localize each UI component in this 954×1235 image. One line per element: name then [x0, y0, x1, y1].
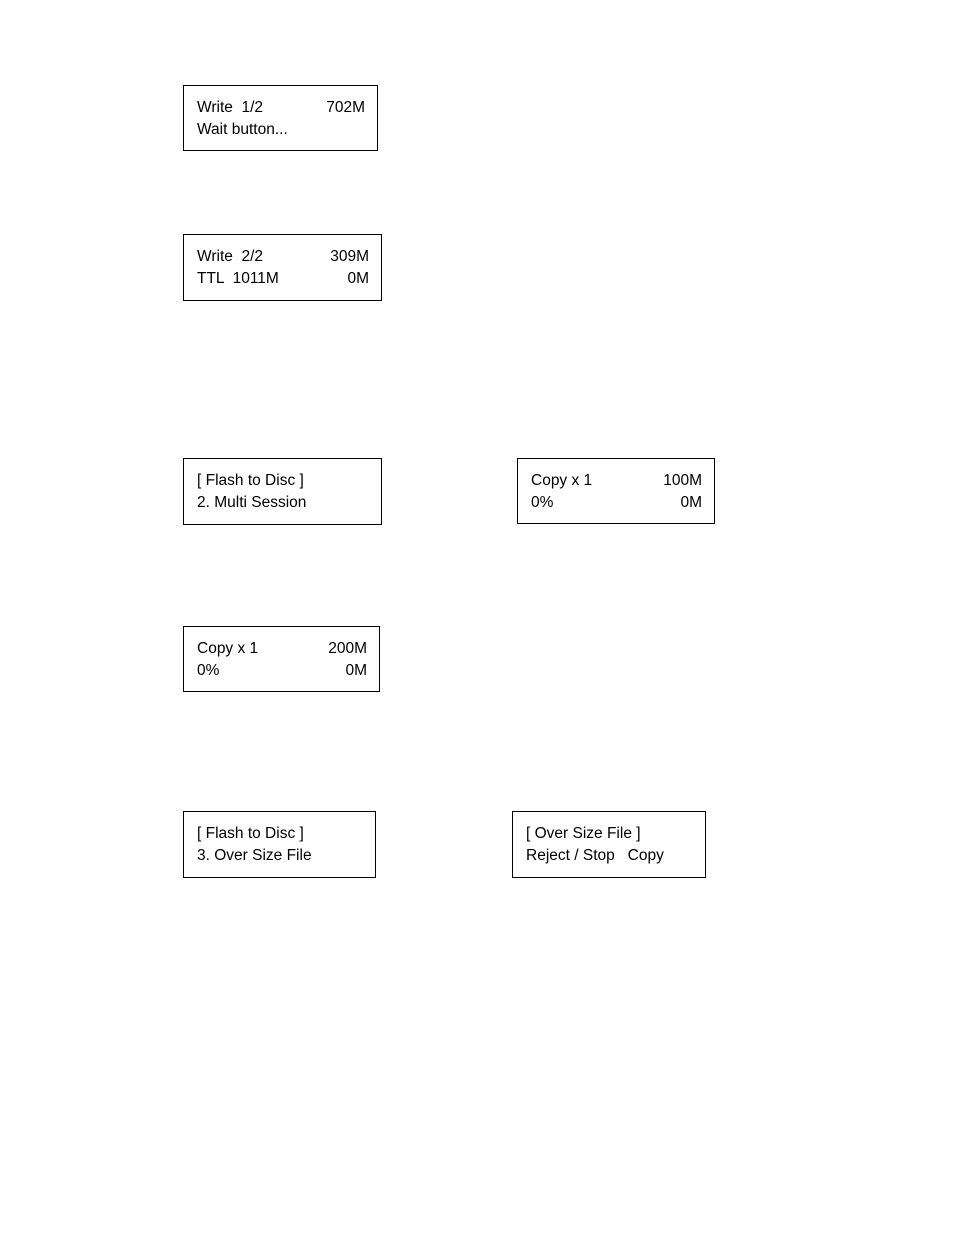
copy-count-label: Copy x 1 [531, 472, 593, 489]
lcd-line-1 [197, 97, 365, 119]
lcd-line-1 [197, 470, 369, 492]
lcd-line-2 [197, 660, 367, 682]
copy-size-value: 100M [663, 472, 702, 489]
reject-stop-copy-options: Reject / Stop Copy [526, 847, 664, 864]
menu-option: 2. Multi Session [197, 494, 307, 511]
lcd-screen-flash-over-size-file [183, 811, 376, 878]
lcd-line-2 [526, 845, 693, 867]
copied-size-value: 0M [680, 494, 702, 511]
lcd-line-1 [526, 823, 693, 845]
lcd-screen-copy-200m [183, 626, 380, 692]
copy-percent-value: 0% [531, 494, 554, 511]
menu-option: 3. Over Size File [197, 847, 312, 864]
write-progress-label: Write 1/2 [197, 99, 264, 116]
menu-title: [ Over Size File ] [526, 825, 641, 842]
total-size-label: TTL 1011M [197, 270, 279, 287]
copied-size-value: 0M [345, 662, 367, 679]
lcd-line-1 [197, 823, 363, 845]
wait-button-message: Wait button... [197, 121, 288, 138]
lcd-line-2 [197, 119, 365, 141]
copy-size-value: 200M [328, 640, 367, 657]
lcd-line-1 [531, 470, 702, 492]
written-size-value: 0M [347, 270, 369, 287]
lcd-line-1 [197, 638, 367, 660]
lcd-line-2 [197, 845, 363, 867]
write-progress-label: Write 2/2 [197, 248, 264, 265]
lcd-screen-flash-multi-session [183, 458, 382, 525]
lcd-line-2 [197, 492, 369, 514]
lcd-line-2 [197, 268, 369, 290]
copy-count-label: Copy x 1 [197, 640, 259, 657]
menu-title: [ Flash to Disc ] [197, 825, 304, 842]
lcd-screen-copy-100m [517, 458, 715, 524]
write-size-value: 702M [326, 99, 365, 116]
lcd-line-1 [197, 246, 369, 268]
copy-percent-value: 0% [197, 662, 220, 679]
lcd-screen-write-1-of-2 [183, 85, 378, 151]
lcd-line-2 [531, 492, 702, 514]
menu-title: [ Flash to Disc ] [197, 472, 304, 489]
lcd-screen-write-2-of-2 [183, 234, 382, 301]
write-size-value: 309M [330, 248, 369, 265]
lcd-screen-over-size-file [512, 811, 706, 878]
